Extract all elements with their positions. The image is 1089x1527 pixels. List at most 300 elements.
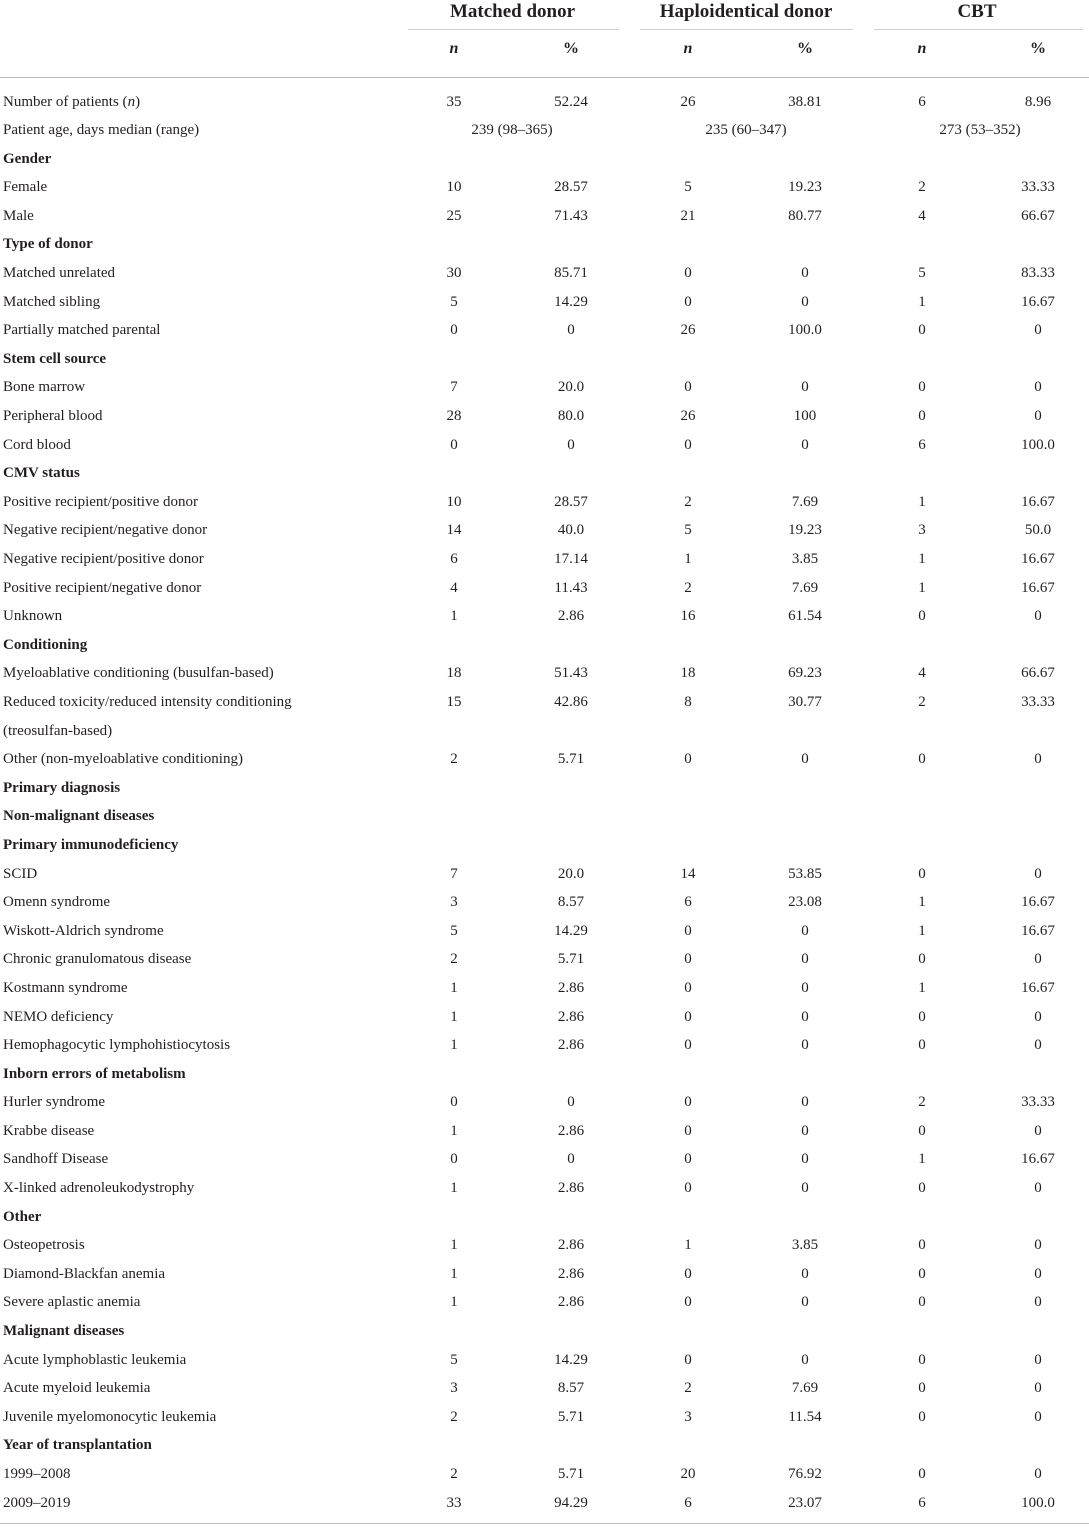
cell-count: 0 bbox=[918, 1122, 926, 1139]
cell-percent: 5.71 bbox=[557, 951, 585, 968]
cell-percent: 0 bbox=[801, 1351, 809, 1368]
cell-percent: 100.0 bbox=[788, 322, 822, 339]
row-label: Chronic granulomatous disease bbox=[3, 951, 192, 968]
cell-percent: 5.71 bbox=[557, 1466, 585, 1482]
cell-count: 3 bbox=[918, 522, 926, 539]
cell-percent: 5.71 bbox=[557, 751, 585, 768]
cell-count: 3 bbox=[450, 894, 458, 911]
table-row bbox=[0, 659, 1089, 688]
cell-count: 14 bbox=[680, 865, 696, 882]
cell-count: 0 bbox=[684, 1037, 692, 1054]
cell-percent: 0 bbox=[801, 979, 809, 996]
section-header-row bbox=[0, 774, 1089, 803]
row-label: Krabbe disease bbox=[3, 1122, 95, 1139]
cell-percent: 16.67 bbox=[1021, 922, 1055, 939]
cell-count: 0 bbox=[918, 1408, 926, 1425]
row-label: Kostmann syndrome bbox=[3, 979, 128, 996]
cell-percent: 23.08 bbox=[788, 894, 822, 911]
cell-count: 1 bbox=[918, 551, 926, 567]
cell-percent: 20.0 bbox=[557, 865, 585, 882]
section-header-row bbox=[0, 230, 1089, 259]
row-label: Acute lymphoblastic leukemia bbox=[3, 1351, 187, 1368]
cell-count: 18 bbox=[446, 665, 462, 682]
cell-count: 3 bbox=[684, 1408, 692, 1425]
cell-count: 1 bbox=[918, 894, 926, 911]
cell-percent: 80.77 bbox=[788, 207, 822, 224]
cell-count: 2 bbox=[450, 951, 458, 968]
cell-count: 0 bbox=[684, 293, 692, 310]
cell-percent: 100.0 bbox=[1021, 1494, 1055, 1511]
header-rule bbox=[0, 77, 1089, 78]
cell-percent: 8.96 bbox=[1024, 93, 1052, 110]
cell-count: 5 bbox=[450, 293, 458, 310]
cell-count: 0 bbox=[450, 1151, 458, 1168]
cell-count: 1 bbox=[918, 493, 926, 510]
cell-count: 20 bbox=[680, 1466, 696, 1482]
cell-percent: 94.29 bbox=[554, 1494, 588, 1511]
row-label: Hurler syndrome bbox=[3, 1094, 106, 1111]
cell-percent: 0 bbox=[567, 1151, 575, 1168]
cell-count: 0 bbox=[684, 379, 692, 396]
cell-count: 0 bbox=[684, 922, 692, 939]
section-header-row bbox=[0, 802, 1089, 831]
header-matched-donor: Matched donor bbox=[449, 1, 576, 22]
section-header-row bbox=[0, 1317, 1089, 1346]
table-row bbox=[0, 1117, 1089, 1146]
cell-count: 2 bbox=[450, 1408, 458, 1425]
cell-count: 33 bbox=[446, 1494, 462, 1511]
cell-percent: 8.57 bbox=[557, 1380, 585, 1397]
cell-percent: 11.43 bbox=[554, 579, 588, 596]
cell-count: 0 bbox=[918, 1037, 926, 1054]
cell-count: 25 bbox=[446, 207, 462, 224]
section-label: Non-malignant diseases bbox=[3, 808, 155, 825]
cell-percent: 0 bbox=[801, 922, 809, 939]
subheader-n: n bbox=[449, 40, 459, 57]
cell-count: 0 bbox=[918, 608, 926, 625]
row-label: Wiskott-Aldrich syndrome bbox=[3, 922, 164, 939]
cell-percent: 33.33 bbox=[1021, 1094, 1055, 1111]
cell-percent: 16.67 bbox=[1021, 1151, 1055, 1168]
cell-percent: 14.29 bbox=[554, 1351, 588, 1368]
cell-count: 0 bbox=[450, 436, 458, 453]
row-label: Peripheral blood bbox=[3, 408, 103, 425]
cell-count: 4 bbox=[918, 207, 926, 224]
table-row bbox=[0, 745, 1089, 774]
table-row bbox=[0, 316, 1089, 345]
cell-percent: 2.86 bbox=[557, 1237, 585, 1254]
table-row bbox=[0, 116, 1089, 145]
cell-percent: 0 bbox=[801, 1122, 809, 1139]
cell-count: 2 bbox=[918, 1094, 926, 1111]
cell-percent: 28.57 bbox=[554, 493, 588, 510]
cell-count: 0 bbox=[684, 1294, 692, 1311]
cell-count: 5 bbox=[450, 1351, 458, 1368]
cell-count: 1 bbox=[450, 1008, 458, 1025]
table-row bbox=[0, 1288, 1089, 1317]
italic-n: n bbox=[127, 93, 136, 110]
table-row bbox=[0, 1374, 1089, 1403]
cell-percent: 0 bbox=[1034, 1122, 1042, 1139]
cell-count: 0 bbox=[684, 1351, 692, 1368]
cell-percent: 2.86 bbox=[557, 1180, 585, 1197]
cell-count: 18 bbox=[680, 665, 696, 682]
table-row bbox=[0, 688, 1089, 745]
section-header-row bbox=[0, 631, 1089, 660]
cell-count: 10 bbox=[446, 179, 462, 196]
section-header-row bbox=[0, 1431, 1089, 1460]
cell-percent: 16.67 bbox=[1021, 293, 1055, 310]
cell-percent: 0 bbox=[801, 1151, 809, 1168]
cell-percent: 16.67 bbox=[1021, 979, 1055, 996]
section-label: Gender bbox=[3, 150, 52, 167]
table-row bbox=[0, 1174, 1089, 1203]
cell-percent: 0 bbox=[1034, 379, 1042, 396]
row-label: Negative recipient/positive donor bbox=[3, 551, 204, 567]
row-label: Juvenile myelomonocytic leukemia bbox=[3, 1408, 217, 1425]
table-row bbox=[0, 974, 1089, 1003]
section-label: Primary immunodeficiency bbox=[3, 836, 179, 853]
cell-percent: 0 bbox=[801, 1265, 809, 1282]
cell-percent: 0 bbox=[1034, 865, 1042, 882]
row-label: Omenn syndrome bbox=[3, 894, 111, 911]
cell-count: 1 bbox=[450, 1265, 458, 1282]
table-row bbox=[0, 1346, 1089, 1375]
cell-count: 2 bbox=[450, 751, 458, 768]
cell-percent: 0 bbox=[1034, 751, 1042, 768]
cell-count: 1 bbox=[918, 922, 926, 939]
cell-percent: 0 bbox=[1034, 1237, 1042, 1254]
row-label: Acute myeloid leukemia bbox=[3, 1380, 151, 1397]
section-label: Other bbox=[3, 1208, 42, 1225]
cell-count: 1 bbox=[450, 979, 458, 996]
cell-percent: 51.43 bbox=[554, 665, 588, 682]
table-row bbox=[0, 1260, 1089, 1289]
cell-median-range: 239 (98–365) bbox=[471, 122, 553, 139]
table-row bbox=[0, 1031, 1089, 1060]
row-label: Osteopetrosis bbox=[3, 1237, 85, 1254]
row-label: Cord blood bbox=[3, 436, 71, 453]
section-label: Inborn errors of metabolism bbox=[3, 1065, 186, 1082]
cell-percent: 7.69 bbox=[791, 1380, 819, 1397]
cell-count: 10 bbox=[446, 493, 462, 510]
row-label: X-linked adrenoleukodystrophy bbox=[3, 1180, 195, 1197]
cell-count: 0 bbox=[450, 322, 458, 339]
table-row bbox=[0, 373, 1089, 402]
cell-median-range: 273 (53–352) bbox=[939, 122, 1021, 139]
table-row bbox=[0, 1231, 1089, 1260]
row-label: Partially matched parental bbox=[3, 322, 161, 339]
cell-count: 2 bbox=[450, 1466, 458, 1482]
cell-percent: 100.0 bbox=[1021, 436, 1055, 453]
cell-count: 0 bbox=[918, 865, 926, 882]
cell-count: 6 bbox=[684, 894, 692, 911]
cell-percent: 19.23 bbox=[788, 522, 822, 539]
cell-count: 3 bbox=[450, 1380, 458, 1397]
cell-percent: 2.86 bbox=[557, 1265, 585, 1282]
section-header-row bbox=[0, 1060, 1089, 1089]
cell-count: 0 bbox=[684, 265, 692, 282]
section-header-row bbox=[0, 145, 1089, 174]
cell-count: 0 bbox=[918, 408, 926, 425]
cell-count: 30 bbox=[446, 265, 462, 282]
cell-percent: 0 bbox=[567, 1094, 575, 1111]
cell-percent: 0 bbox=[1034, 951, 1042, 968]
cell-percent: 0 bbox=[1034, 1351, 1042, 1368]
cell-count: 0 bbox=[684, 1008, 692, 1025]
cell-percent: 2.86 bbox=[557, 979, 585, 996]
section-label: Conditioning bbox=[3, 636, 88, 653]
table-row bbox=[0, 1088, 1089, 1117]
cell-percent: 0 bbox=[1034, 1466, 1042, 1482]
cell-count: 6 bbox=[450, 551, 458, 567]
row-label: Positive recipient/positive donor bbox=[3, 493, 198, 510]
row-label: Diamond-Blackfan anemia bbox=[3, 1265, 166, 1282]
cell-percent: 61.54 bbox=[788, 608, 822, 625]
table-row bbox=[0, 259, 1089, 288]
cell-percent: 16.67 bbox=[1021, 493, 1055, 510]
cell-count: 1 bbox=[450, 1294, 458, 1311]
table-body bbox=[0, 88, 1089, 1518]
section-header-row bbox=[0, 459, 1089, 488]
cell-percent: 23.07 bbox=[788, 1494, 822, 1511]
cell-percent: 2.86 bbox=[557, 1037, 585, 1054]
cell-count: 2 bbox=[918, 693, 926, 710]
header-underline-cbt bbox=[874, 29, 1083, 30]
section-label: Malignant diseases bbox=[3, 1323, 125, 1340]
row-label: Male bbox=[3, 207, 34, 224]
row-label: Hemophagocytic lymphohistiocytosis bbox=[3, 1037, 231, 1054]
table-row bbox=[0, 488, 1089, 517]
row-label: 1999–2008 bbox=[3, 1466, 71, 1482]
row-label: Severe aplastic anemia bbox=[3, 1294, 141, 1311]
cell-count: 26 bbox=[680, 408, 696, 425]
section-label: Year of transplantation bbox=[3, 1437, 152, 1454]
row-label: Sandhoff Disease bbox=[3, 1151, 109, 1168]
row-label: Other (non-myeloablative conditioning) bbox=[3, 751, 243, 768]
table-row bbox=[0, 202, 1089, 231]
cell-count: 0 bbox=[684, 1151, 692, 1168]
cell-count: 16 bbox=[680, 608, 696, 625]
table-row bbox=[0, 917, 1089, 946]
cell-percent: 19.23 bbox=[788, 179, 822, 196]
cell-count: 0 bbox=[918, 1008, 926, 1025]
row-label: Matched unrelated bbox=[3, 265, 116, 282]
cell-count: 6 bbox=[918, 93, 926, 110]
table-row bbox=[0, 1460, 1089, 1489]
table-row bbox=[0, 516, 1089, 545]
table-row bbox=[0, 1003, 1089, 1032]
cell-count: 0 bbox=[684, 751, 692, 768]
header-underline-haplo bbox=[640, 29, 853, 30]
cell-count: 0 bbox=[918, 1294, 926, 1311]
cell-count: 0 bbox=[918, 1265, 926, 1282]
cell-count: 0 bbox=[918, 379, 926, 396]
table-row bbox=[0, 888, 1089, 917]
cell-count: 0 bbox=[918, 322, 926, 339]
cell-count: 7 bbox=[450, 865, 458, 882]
cell-percent: 20.0 bbox=[557, 379, 585, 396]
table-row bbox=[0, 402, 1089, 431]
cell-count: 1 bbox=[450, 1122, 458, 1139]
cell-count: 1 bbox=[450, 1237, 458, 1254]
cell-count: 4 bbox=[918, 665, 926, 682]
row-label: Female bbox=[3, 179, 48, 196]
cell-count: 0 bbox=[918, 1180, 926, 1197]
section-header-row bbox=[0, 831, 1089, 860]
cell-percent: 53.85 bbox=[788, 865, 822, 882]
cell-percent: 0 bbox=[801, 1180, 809, 1197]
table-row bbox=[0, 1145, 1089, 1174]
cell-percent: 0 bbox=[801, 293, 809, 310]
cell-percent: 76.92 bbox=[788, 1466, 822, 1482]
table-row bbox=[0, 945, 1089, 974]
section-header-row bbox=[0, 1203, 1089, 1232]
cell-percent: 0 bbox=[801, 436, 809, 453]
subheader-percent: % bbox=[1030, 40, 1046, 57]
cell-count: 6 bbox=[918, 436, 926, 453]
cell-percent: 69.23 bbox=[788, 665, 822, 682]
row-label: Reduced toxicity/reduced intensity conditioning (treosulfan-based) bbox=[3, 693, 292, 739]
cell-count: 1 bbox=[918, 293, 926, 310]
cell-count: 15 bbox=[446, 693, 462, 710]
cell-percent: 0 bbox=[801, 1037, 809, 1054]
table-row bbox=[0, 173, 1089, 202]
cell-count: 0 bbox=[684, 979, 692, 996]
cell-percent: 0 bbox=[1034, 608, 1042, 625]
row-label: Matched sibling bbox=[3, 293, 101, 310]
cell-count: 1 bbox=[918, 979, 926, 996]
table-row bbox=[0, 602, 1089, 631]
cell-percent: 66.67 bbox=[1021, 665, 1055, 682]
cell-count: 14 bbox=[446, 522, 462, 539]
cell-percent: 38.81 bbox=[788, 93, 822, 110]
cell-count: 0 bbox=[918, 1237, 926, 1254]
cell-count: 26 bbox=[680, 322, 696, 339]
cell-count: 1 bbox=[918, 579, 926, 596]
row-label: SCID bbox=[3, 865, 38, 882]
cell-count: 0 bbox=[684, 1122, 692, 1139]
cell-count: 2 bbox=[684, 579, 692, 596]
cell-count: 0 bbox=[918, 1466, 926, 1482]
cell-percent: 0 bbox=[1034, 1265, 1042, 1282]
subheader-percent: % bbox=[563, 40, 579, 57]
cell-count: 21 bbox=[680, 207, 696, 224]
cell-percent: 0 bbox=[1034, 1180, 1042, 1197]
cell-count: 1 bbox=[450, 1180, 458, 1197]
cell-count: 28 bbox=[446, 408, 462, 425]
cell-percent: 7.69 bbox=[791, 579, 819, 596]
cell-count: 0 bbox=[918, 1380, 926, 1397]
cell-count: 8 bbox=[684, 693, 692, 710]
cell-percent: 0 bbox=[567, 436, 575, 453]
cell-count: 5 bbox=[450, 922, 458, 939]
cell-percent: 83.33 bbox=[1021, 265, 1055, 282]
cell-count: 0 bbox=[684, 951, 692, 968]
cell-percent: 0 bbox=[801, 1294, 809, 1311]
cell-percent: 5.71 bbox=[557, 1408, 585, 1425]
header-cbt: CBT bbox=[957, 1, 997, 22]
row-label: Bone marrow bbox=[3, 379, 86, 396]
cell-count: 5 bbox=[684, 522, 692, 539]
cell-percent: 3.85 bbox=[791, 551, 819, 567]
cell-percent: 14.29 bbox=[554, 293, 588, 310]
row-label: NEMO deficiency bbox=[3, 1008, 114, 1025]
cell-count: 1 bbox=[684, 551, 692, 567]
cell-percent: 16.67 bbox=[1021, 579, 1055, 596]
cell-percent: 100 bbox=[793, 408, 817, 425]
cell-count: 0 bbox=[684, 1265, 692, 1282]
subheader-percent: % bbox=[797, 40, 813, 57]
cell-count: 2 bbox=[684, 493, 692, 510]
cell-count: 6 bbox=[918, 1494, 926, 1511]
subheader-n: n bbox=[917, 40, 927, 57]
cell-percent: 17.14 bbox=[554, 551, 588, 567]
cell-percent: 2.86 bbox=[557, 1008, 585, 1025]
cell-percent: 42.86 bbox=[554, 693, 588, 710]
cell-percent: 16.67 bbox=[1021, 551, 1055, 567]
header-underline-matched bbox=[408, 29, 619, 30]
cell-percent: 0 bbox=[1034, 1294, 1042, 1311]
cell-percent: 85.71 bbox=[554, 265, 588, 282]
cell-count: 1 bbox=[450, 1037, 458, 1054]
cell-count: 5 bbox=[684, 179, 692, 196]
row-label: Negative recipient/negative donor bbox=[3, 522, 208, 539]
table-row bbox=[0, 545, 1089, 574]
cell-count: 0 bbox=[918, 751, 926, 768]
cell-percent: 80.0 bbox=[557, 408, 585, 425]
cell-percent: 40.0 bbox=[557, 522, 585, 539]
cell-percent: 66.67 bbox=[1021, 207, 1055, 224]
table-row bbox=[0, 860, 1089, 889]
cell-percent: 8.57 bbox=[557, 894, 585, 911]
cell-percent: 33.33 bbox=[1021, 693, 1055, 710]
cell-percent: 0 bbox=[801, 751, 809, 768]
table-row bbox=[0, 1403, 1089, 1432]
bottom-rule bbox=[0, 1523, 1089, 1524]
cell-percent: 33.33 bbox=[1021, 179, 1055, 196]
cell-count: 0 bbox=[450, 1094, 458, 1111]
cell-count: 0 bbox=[684, 1094, 692, 1111]
cell-percent: 0 bbox=[1034, 1408, 1042, 1425]
cell-count: 6 bbox=[684, 1494, 692, 1511]
row-label: 2009–2019 bbox=[3, 1494, 71, 1511]
section-header-row bbox=[0, 345, 1089, 374]
cell-percent: 0 bbox=[801, 1094, 809, 1111]
cell-percent: 71.43 bbox=[554, 207, 588, 224]
subheader-n: n bbox=[683, 40, 693, 57]
cell-percent: 11.54 bbox=[788, 1408, 822, 1425]
cell-count: 1 bbox=[918, 1151, 926, 1168]
cell-count: 26 bbox=[680, 93, 696, 110]
cell-percent: 0 bbox=[801, 951, 809, 968]
cell-percent: 28.57 bbox=[554, 179, 588, 196]
cell-percent: 50.0 bbox=[1024, 522, 1052, 539]
table-row bbox=[0, 1489, 1089, 1518]
cell-median-range: 235 (60–347) bbox=[705, 122, 787, 139]
section-label: Primary diagnosis bbox=[3, 779, 121, 796]
row-label: Myeloablative conditioning (busulfan-based) bbox=[3, 665, 274, 682]
section-label: Type of donor bbox=[3, 236, 93, 253]
cell-count: 7 bbox=[450, 379, 458, 396]
cell-percent: 16.67 bbox=[1021, 894, 1055, 911]
cell-percent: 0 bbox=[567, 322, 575, 339]
cell-count: 0 bbox=[684, 436, 692, 453]
cell-percent: 0 bbox=[1034, 408, 1042, 425]
cell-percent: 3.85 bbox=[791, 1237, 819, 1254]
cell-percent: 2.86 bbox=[557, 608, 585, 625]
table-row bbox=[0, 88, 1089, 117]
